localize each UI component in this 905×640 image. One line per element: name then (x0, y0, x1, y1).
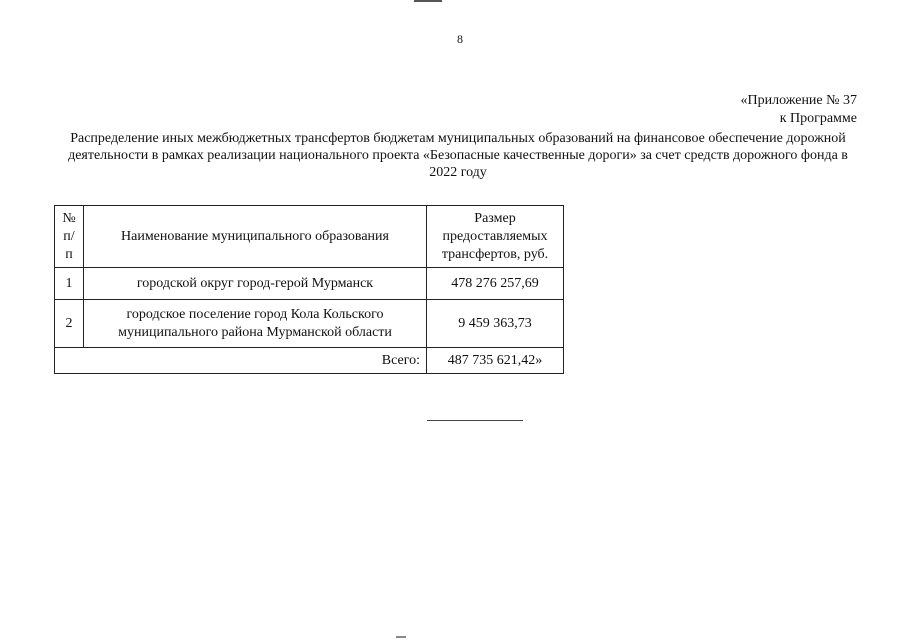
row-num: 1 (55, 268, 84, 300)
table-row (55, 300, 564, 348)
allocation-table (54, 205, 564, 374)
total-label: Всего: (55, 348, 427, 374)
table-header-row (55, 206, 564, 268)
row-amount: 9 459 363,73 (427, 300, 564, 348)
table-total-row (55, 348, 564, 374)
row-name: городское поселение город Кола Кольского муниципального района Мурманской области (84, 300, 427, 348)
appendix-reference (741, 92, 858, 128)
total-value: 487 735 621,42» (427, 348, 564, 374)
appendix-line-1: «Приложение № 37 (740, 93, 857, 108)
document-title: Распределение иных межбюджетных трансфертов бюджетам муниципальных образований на финансовое обеспечение дорожной деятельности в рамках реализации национального проекта «Безопасные качественные дороги» за счет средств дорожного фонда в 2022 году (68, 131, 848, 180)
row-amount: 478 276 257,69 (427, 268, 564, 300)
scan-mark-bottom (396, 636, 406, 638)
header-amount: Размер предоставляемых трансфертов, руб. (427, 206, 564, 268)
header-num: № п/п (55, 206, 84, 268)
page-number: 8 (457, 32, 463, 46)
row-num: 2 (55, 300, 84, 348)
table-row (55, 268, 564, 300)
closing-rule (427, 420, 523, 421)
appendix-line-2: к Программе (779, 111, 857, 126)
scan-mark-top (414, 0, 442, 2)
row-name: городской округ город-герой Мурманск (84, 268, 427, 300)
header-name: Наименование муниципального образования (84, 206, 427, 268)
